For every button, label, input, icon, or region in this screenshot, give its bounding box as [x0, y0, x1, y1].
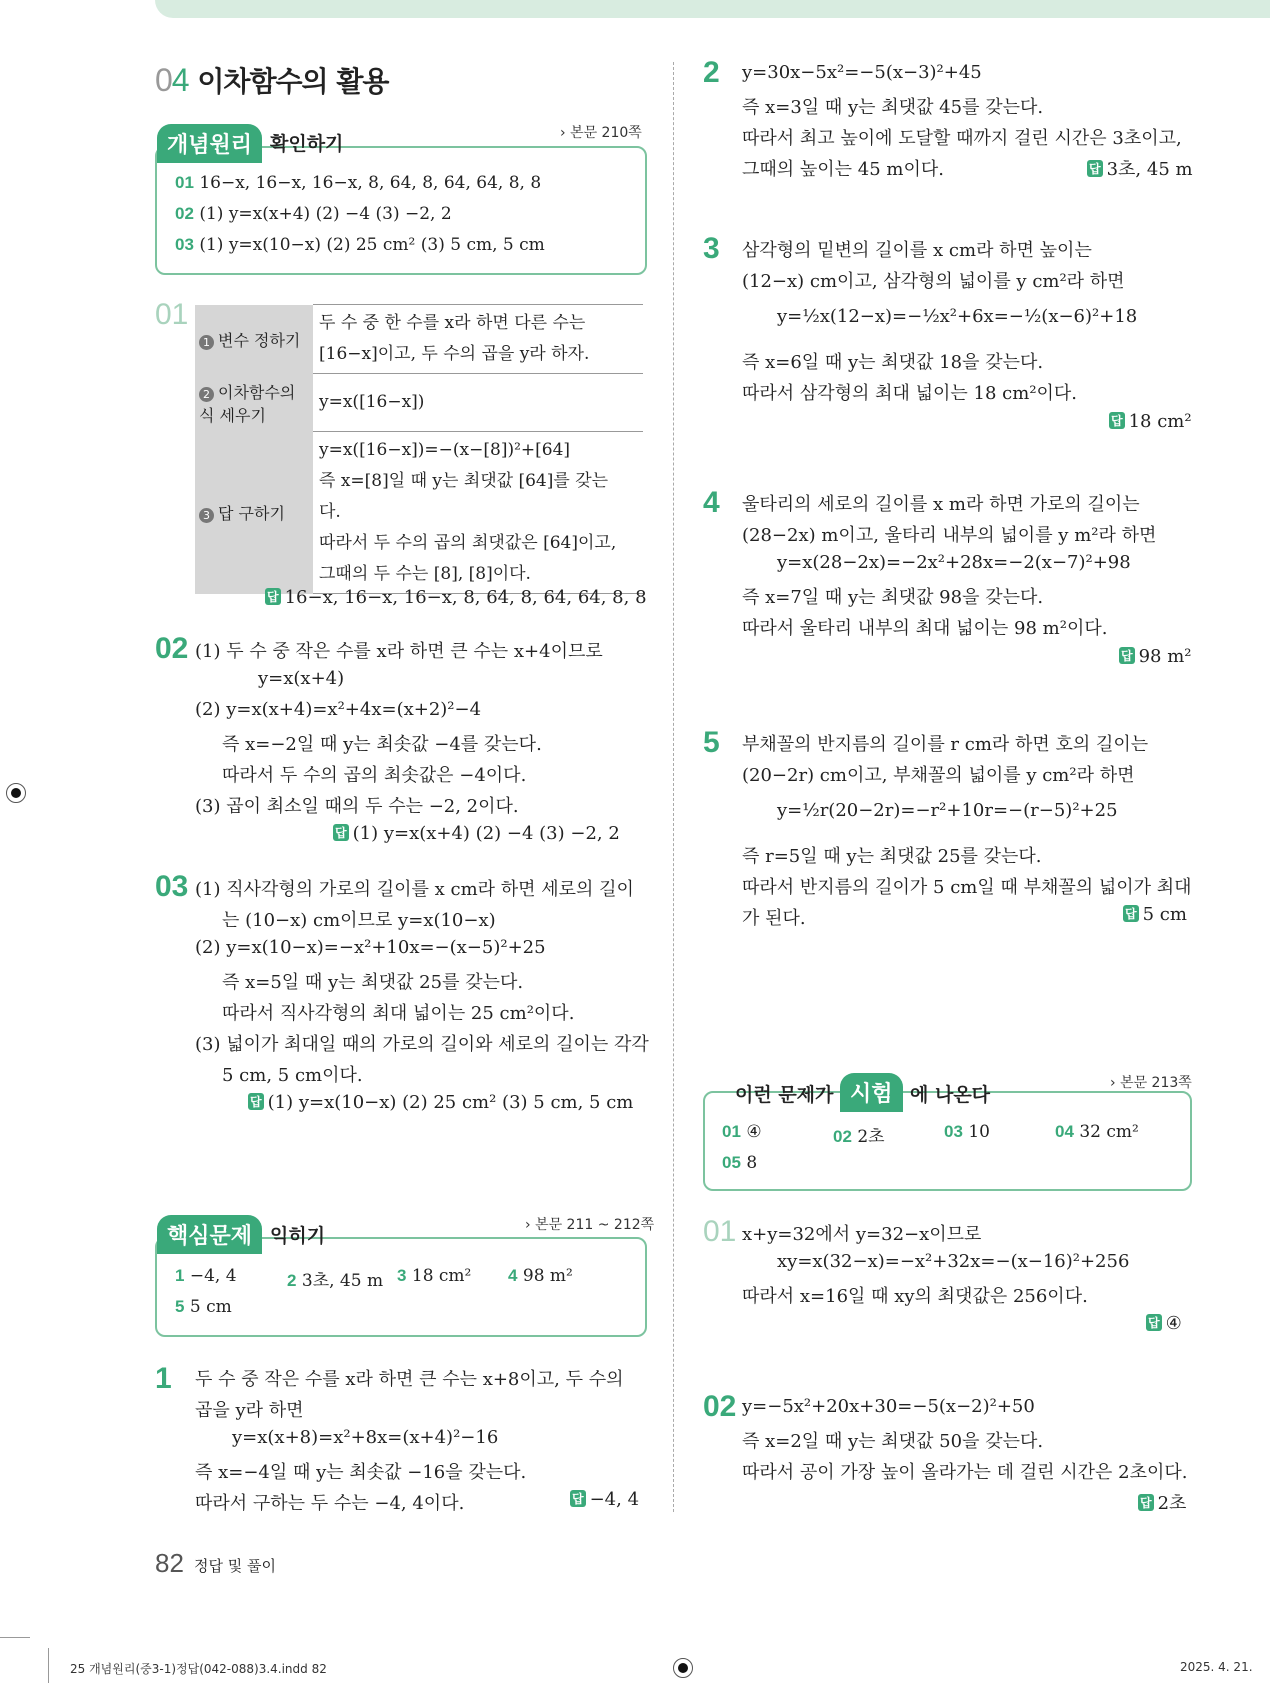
box1-row [175, 235, 545, 255]
p3-num: 3 [703, 232, 720, 265]
registration-mark-icon [6, 783, 26, 803]
page-ref: › 본문 210쪽 [560, 125, 642, 141]
answer-line [1123, 904, 1187, 925]
section-title-text: 이차함수의 활용 [197, 65, 389, 98]
problem-number [155, 298, 188, 332]
row-num: 03 [175, 235, 194, 254]
solution-line: 그때의 높이는 45 m이다. [742, 159, 944, 180]
step-marker: 1 [199, 335, 214, 350]
solution-line: (3) 곱이 최소일 때의 두 수는 −2, 2이다. [195, 796, 519, 817]
item-text: 2초 [857, 1127, 885, 1147]
solution-line: 즉 x=5일 때 y는 최댓값 25를 갖는다. [222, 972, 524, 993]
answer-text: (1) y=x(x+4) (2) −4 (3) −2, 2 [352, 823, 620, 844]
row-num: 01 [175, 173, 194, 192]
item-text: 98 m² [522, 1266, 573, 1286]
e02-num: 02 [703, 1390, 737, 1423]
solution-line: 따라서 두 수의 곱의 최솟값은 −4이다. [222, 765, 527, 786]
solution-line: 즉 x=−4일 때 y는 최솟값 −16을 갖는다. [195, 1462, 527, 1483]
solution-line: 따라서 구하는 두 수는 −4, 4이다. [195, 1493, 465, 1514]
solution-line: 즉 x=2일 때 y는 최댓값 50을 갖는다. [742, 1431, 1044, 1452]
solution-line: (12−x) cm이고, 삼각형의 넓이를 y cm²라 하면 [742, 271, 1125, 292]
box2-item [175, 1266, 237, 1286]
answer-text: 18 cm² [1128, 411, 1192, 432]
solution-line: 곱을 y라 하면 [195, 1400, 304, 1421]
step-line: y=x([16−x])=−(x−[8])²+[64] [319, 440, 571, 460]
e01-num: 01 [703, 1215, 737, 1248]
step-table [195, 304, 643, 594]
problem-number [703, 232, 720, 266]
tab-practice: 익히기 [270, 1225, 326, 1247]
box1-row [175, 204, 452, 224]
problem-number [703, 486, 720, 520]
solution-line: 즉 x=7일 때 y는 최댓값 98을 갖는다. [742, 587, 1044, 608]
step-marker: 2 [199, 387, 214, 402]
box3-item [722, 1153, 757, 1173]
item-text: 18 cm² [411, 1266, 472, 1286]
answer-line [1138, 1489, 1186, 1515]
answer-icon: 답 [267, 590, 279, 604]
step-label-text: 이차함수의 식 세우기 [199, 382, 296, 425]
row-text: (1) y=x(10−x) (2) 25 cm² (3) 5 cm, 5 cm [199, 235, 545, 255]
problem-number [703, 726, 720, 760]
answer-text: −4, 4 [589, 1489, 640, 1510]
answer-icon: 답 [1111, 414, 1123, 428]
solution-line: 따라서 삼각형의 최대 넓이는 18 cm²이다. [742, 383, 1078, 404]
solution-line: 부채꼴의 반지름의 길이를 r cm라 하면 호의 길이는 [742, 734, 1149, 755]
section-num: 4 [171, 62, 189, 98]
step-line: 다. [319, 502, 341, 522]
solution-line: 따라서 최고 높이에 도달할 때까지 걸린 시간은 3초이고, [742, 128, 1182, 149]
item-num: 02 [833, 1127, 852, 1146]
answer-text: 2초 [1157, 1493, 1187, 1514]
item-num: 04 [1055, 1122, 1074, 1141]
item-num: 05 [722, 1153, 741, 1172]
answer-text: ④ [1165, 1313, 1182, 1334]
solution-line: 삼각형의 밑변의 길이를 x cm라 하면 높이는 [742, 240, 1092, 261]
item-num: 2 [287, 1271, 297, 1290]
box3-item [1055, 1122, 1139, 1142]
column-divider [673, 62, 674, 1512]
step-content [313, 305, 643, 374]
answer-line [1087, 155, 1193, 181]
step-label [195, 374, 313, 432]
answer-text: 98 m² [1138, 646, 1192, 667]
section-title [155, 60, 388, 100]
item-text: −4, 4 [189, 1266, 237, 1286]
item-text: ④ [746, 1122, 762, 1142]
registration-mark-icon [673, 1658, 693, 1678]
item-num: 01 [722, 1122, 741, 1141]
box3-item [833, 1122, 885, 1147]
solution-line: x+y=32에서 y=32−x이므로 [742, 1224, 982, 1245]
answer-icon: 답 [1089, 162, 1101, 176]
solution-line: xy=x(32−x)=−x²+32x=−(x−16)²+256 [777, 1251, 1130, 1272]
item-num: 3 [397, 1266, 407, 1285]
step-label-text: 변수 정하기 [218, 330, 301, 350]
box2-item [175, 1297, 232, 1317]
solution-line: y=30x−5x²=−5(x−3)²+45 [742, 62, 982, 83]
solution-line: 가 된다. [742, 908, 806, 929]
problem-number [703, 56, 720, 90]
solution-line: y=−5x²+20x+30=−5(x−2)²+50 [742, 1396, 1035, 1417]
solution-line: 5 cm, 5 cm이다. [222, 1065, 363, 1086]
tab-concept: 개념원리 [157, 124, 262, 163]
step-label [195, 432, 313, 594]
crop-mark [48, 1648, 49, 1683]
solution-line: 즉 r=5일 때 y는 최댓값 25를 갖는다. [742, 846, 1042, 867]
step-marker: 3 [199, 508, 214, 523]
solution-line: y=½x(12−x)=−½x²+6x=−½(x−6)²+18 [777, 306, 1138, 327]
answer-text: (1) y=x(10−x) (2) 25 cm² (3) 5 cm, 5 cm [267, 1092, 634, 1113]
page-ref: › 본문 211 ~ 212쪽 [525, 1217, 655, 1233]
top-band [155, 0, 1270, 18]
item-text: 8 [746, 1153, 758, 1173]
solution-line: y=½r(20−2r)=−r²+10r=−(r−5)²+25 [777, 800, 1118, 821]
step-line: 그때의 두 수는 [8], [8]이다. [319, 564, 531, 584]
page-ref-text: 본문 210쪽 [570, 125, 642, 141]
item-text: 5 cm [189, 1297, 232, 1317]
answer-icon: 답 [1121, 649, 1133, 663]
tab-exam: 시험 [840, 1073, 903, 1112]
item-text: 10 [968, 1122, 990, 1142]
answer-icon: 답 [572, 1492, 584, 1506]
p2-num: 2 [703, 56, 720, 89]
step-label-text: 답 구하기 [218, 504, 285, 523]
problem-number [155, 632, 188, 666]
solution-line: 따라서 공이 가장 높이 올라가는 데 걸린 시간은 2초이다. [742, 1462, 1188, 1483]
answer-text: 3초, 45 m [1106, 159, 1193, 180]
solution-line: (20−2r) cm이고, 부채꼴의 넓이를 y cm²라 하면 [742, 765, 1135, 786]
answer-line [1109, 411, 1192, 432]
solution-line: (3) 넓이가 최대일 때의 가로의 길이와 세로의 길이는 각각 [195, 1034, 649, 1055]
solution-line: 따라서 x=16일 때 xy의 최댓값은 256이다. [742, 1286, 1088, 1307]
box3-item [944, 1122, 990, 1142]
solution-line: y=x(x+8)=x²+8x=(x+4)²−16 [232, 1427, 499, 1448]
footer-label: 정답 및 풀이 [194, 1557, 276, 1575]
step-label [195, 305, 313, 374]
slug-date: 2025. 4. 21. [1180, 1660, 1253, 1674]
p1-num: 1 [155, 1362, 172, 1395]
answer-icon: 답 [1125, 907, 1137, 921]
solution-line: (2) y=x(10−x)=−x²+10x=−(x−5)²+25 [195, 937, 546, 958]
solution-line: 즉 x=6일 때 y는 최댓값 18을 갖는다. [742, 352, 1044, 373]
tab-check: 확인하기 [270, 133, 344, 155]
item-text: 3초, 45 m [301, 1271, 384, 1291]
answer-line [248, 1092, 633, 1113]
item-num: 03 [944, 1122, 963, 1141]
solution-line: 즉 x=−2일 때 y는 최솟값 −4를 갖는다. [222, 734, 542, 755]
item-num: 4 [508, 1266, 518, 1285]
section-num-prefix: 0 [155, 62, 172, 98]
crop-mark [0, 1637, 30, 1638]
solution-line: 따라서 울타리 내부의 최대 넓이는 98 m²이다. [742, 618, 1108, 639]
page-ref: › 본문 213쪽 [1110, 1075, 1192, 1091]
row-text: (1) y=x(x+4) (2) −4 (3) −2, 2 [199, 204, 452, 224]
answer-line [265, 587, 647, 608]
answer-icon: 답 [335, 826, 347, 840]
answer-line [1119, 646, 1192, 667]
solution-line: (1) 두 수 중 작은 수를 x라 하면 큰 수는 x+4이므로 [195, 641, 603, 662]
slug-text: 25 개념원리(중3-1)정답(042-088)3.4.indd 82 [70, 1662, 327, 1676]
step-line: y=x([16−x]) [319, 392, 425, 412]
answer-line [570, 1489, 639, 1510]
box2-item [397, 1266, 471, 1286]
row-num: 02 [175, 204, 194, 223]
problem-number [703, 1215, 736, 1249]
solution-line: 즉 x=3일 때 y는 최댓값 45를 갖는다. [742, 97, 1044, 118]
solution-line: 울타리의 세로의 길이를 x m라 하면 가로의 길이는 [742, 494, 1140, 515]
item-text: 32 cm² [1079, 1122, 1139, 1142]
page-ref-text: 본문 211 ~ 212쪽 [535, 1217, 655, 1233]
solution-line: y=x(28−2x)=−2x²+28x=−2(x−7)²+98 [777, 552, 1131, 573]
solution-line: (1) 직사각형의 가로의 길이를 x cm라 하면 세로의 길이 [195, 879, 634, 900]
answer-text: 16−x, 16−x, 16−x, 8, 64, 8, 64, 64, 8, 8 [284, 587, 647, 608]
solution-line: y=x(x+4) [258, 668, 345, 689]
q02-num: 02 [155, 632, 189, 665]
answer-text: 5 cm [1142, 904, 1187, 925]
q01-num: 01 [155, 298, 189, 331]
page-ref-text: 본문 213쪽 [1120, 1075, 1192, 1091]
solution-line: 두 수 중 작은 수를 x라 하면 큰 수는 x+8이고, 두 수의 [195, 1369, 624, 1390]
box2-item [287, 1266, 383, 1291]
answer-line [333, 823, 620, 844]
step-content [313, 374, 643, 432]
solution-line: 는 (10−x) cm이므로 y=x(10−x) [222, 910, 496, 931]
answer-icon: 답 [1148, 1316, 1160, 1330]
p4-num: 4 [703, 486, 720, 519]
solution-line: 따라서 직사각형의 최대 넓이는 25 cm²이다. [222, 1003, 575, 1024]
row-text: 16−x, 16−x, 16−x, 8, 64, 8, 64, 64, 8, 8 [199, 173, 542, 193]
q03-num: 03 [155, 870, 189, 903]
problem-number [703, 1390, 736, 1424]
step-line: [16−x]이고, 두 수의 곱을 y라 하자. [319, 344, 590, 364]
box2-item [508, 1266, 573, 1286]
solution-line: (2) y=x(x+4)=x²+4x=(x+2)²−4 [195, 699, 482, 720]
answer-icon: 답 [1140, 1496, 1152, 1510]
solution-line: (28−2x) m이고, 울타리 내부의 넓이를 y m²라 하면 [742, 525, 1157, 546]
tab-exam-pre: 이런 문제가 [735, 1084, 834, 1106]
step-line: 즉 x=[8]일 때 y는 최댓값 [64]를 갖는 [319, 471, 609, 491]
answer-icon: 답 [250, 1095, 262, 1109]
step-line: 두 수 중 한 수를 x라 하면 다른 수는 [319, 313, 586, 333]
problem-number [155, 870, 188, 904]
step-line: 따라서 두 수의 곱의 최댓값은 [64]이고, [319, 533, 617, 553]
answer-line [1146, 1313, 1182, 1334]
page-number: 82 [155, 1548, 184, 1578]
item-num: 1 [175, 1266, 185, 1285]
box1-row [175, 173, 541, 193]
tab-exam-post: 에 나온다 [910, 1084, 991, 1106]
problem-number [155, 1362, 172, 1396]
box3-item [722, 1122, 762, 1142]
p5-num: 5 [703, 726, 720, 759]
item-num: 5 [175, 1297, 185, 1316]
tab-core: 핵심문제 [157, 1215, 262, 1254]
solution-line: 따라서 반지름의 길이가 5 cm일 때 부채꼴의 넓이가 최대 [742, 877, 1192, 898]
step-content [313, 432, 643, 594]
